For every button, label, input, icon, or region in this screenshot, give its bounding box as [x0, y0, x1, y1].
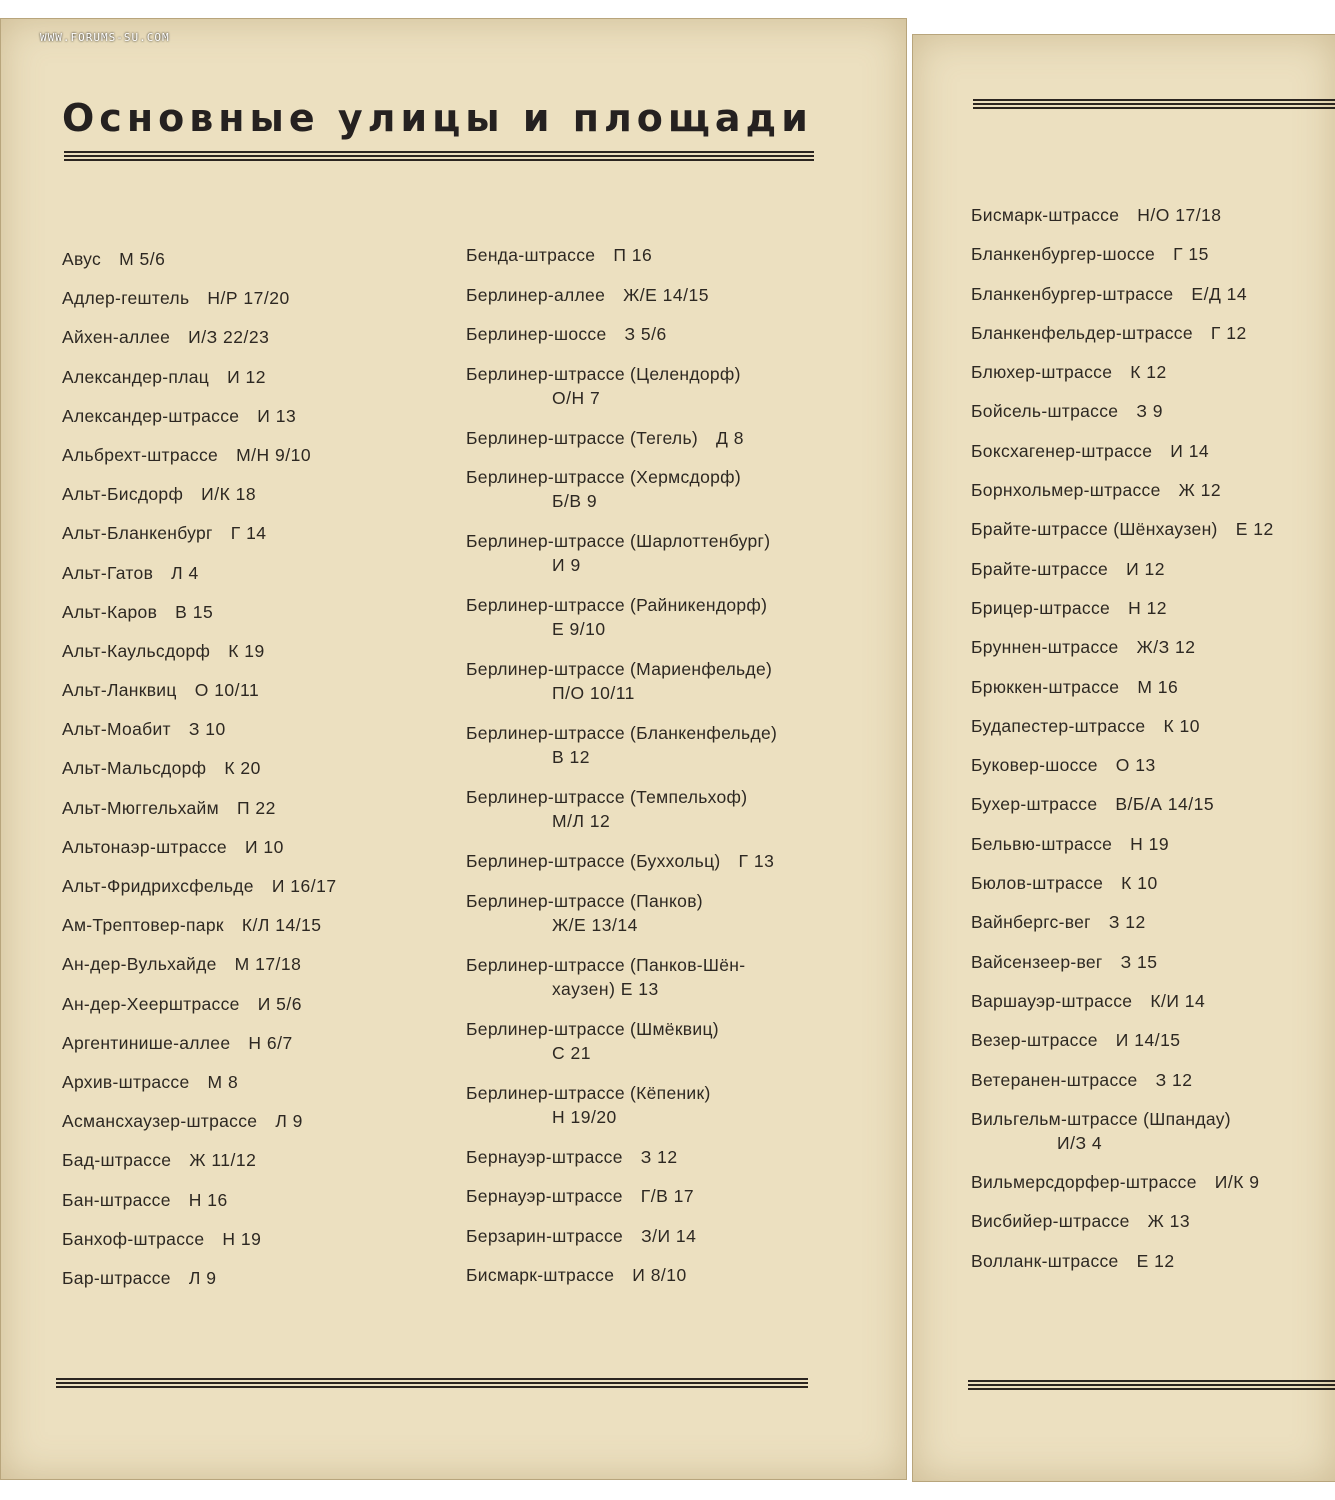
map-grid-ref: М 8 [207, 1071, 239, 1092]
street-entry [971, 596, 1274, 620]
street-entry [62, 286, 337, 310]
street-entry [466, 785, 777, 833]
street-entry [466, 283, 777, 307]
map-grid-ref: П/О 10/11 [552, 683, 635, 703]
map-grid-ref: Л 4 [171, 562, 199, 583]
street-entry [971, 1170, 1274, 1194]
street-name: Ан-дер-Вульхайде [62, 954, 217, 975]
street-entry [62, 365, 337, 389]
street-name: Берлинер-штрассе (Панков) [466, 890, 703, 911]
street-name: Будапестер-штрассе [971, 715, 1146, 736]
street-name: Берлинер-штрассе (Хермсдорф) [466, 467, 741, 487]
map-grid-ref: М/Н 9/10 [236, 444, 312, 465]
street-entry [62, 521, 337, 545]
map-grid-ref: Г 15 [1173, 244, 1209, 265]
map-grid-ref: И/К 9 [1214, 1172, 1260, 1193]
map-grid-ref: Ж/З 12 [1136, 637, 1196, 658]
map-grid-ref: Е/Д 14 [1191, 283, 1248, 304]
street-name: Альтонаэр-штрассе [62, 836, 227, 857]
map-grid-ref: Е 12 [1136, 1250, 1175, 1271]
street-entry [971, 1209, 1274, 1233]
street-entry [62, 1109, 337, 1133]
map-grid-ref: З/И 14 [641, 1225, 697, 1246]
street-name: Альт-Фридрихсфельде [62, 876, 254, 896]
street-name: Альт-Бисдорф [62, 484, 184, 505]
map-grid-ref: К/И 14 [1150, 990, 1206, 1011]
street-name: Берлинер-штрассе (Тегель) [466, 427, 698, 448]
street-entry [466, 322, 777, 346]
street-entry [971, 517, 1274, 541]
map-grid-ref: И 13 [257, 405, 297, 426]
street-list-right [971, 203, 1274, 1288]
street-entry [466, 953, 777, 1001]
street-entry [466, 362, 777, 410]
street-entry [62, 561, 337, 585]
street-entry [971, 360, 1274, 384]
map-grid-ref: Б/В 9 [552, 491, 598, 511]
map-grid-ref: Ж/Е 13/14 [552, 914, 638, 935]
street-entry [466, 657, 777, 705]
street-name: Асмансхаузер-штрассе [62, 1111, 258, 1132]
map-grid-ref: И/З 4 [1057, 1132, 1103, 1153]
street-name: Берлинер-шоссе [466, 324, 607, 344]
street-entry [971, 792, 1274, 816]
street-entry [466, 1017, 777, 1065]
street-entry [62, 1227, 337, 1251]
map-grid-ref: Н 19/20 [552, 1106, 617, 1127]
map-grid-ref: Н 19 [222, 1228, 262, 1249]
map-grid-ref: Н/Р 17/20 [207, 288, 290, 309]
street-entry [971, 714, 1274, 738]
street-entry [62, 404, 337, 428]
street-name: Бланкенбургер-шоссе [971, 244, 1156, 265]
street-name: Альт-Ланквиц [62, 680, 177, 701]
street-entry [971, 675, 1274, 699]
map-grid-ref: Д 8 [715, 427, 744, 448]
street-entry [971, 557, 1274, 581]
map-grid-ref: З 10 [188, 719, 226, 740]
map-grid-ref: Н 16 [188, 1189, 228, 1210]
street-entry [62, 952, 337, 976]
street-name: Ан-дер-Хеерштрассе [62, 993, 240, 1014]
street-name: Бланкенбургер-штрассе [971, 283, 1174, 304]
map-grid-ref: И 8/10 [632, 1265, 687, 1285]
map-grid-ref: И 5/6 [257, 993, 302, 1014]
street-entry [971, 871, 1274, 895]
map-grid-ref: З 15 [1120, 951, 1158, 972]
street-name: Альт-Бланкенбург [62, 523, 213, 544]
map-grid-ref: М 17/18 [234, 954, 302, 975]
street-entry [466, 593, 777, 641]
street-name: Альт-Мальсдорф [62, 758, 207, 779]
street-entry [466, 721, 777, 769]
map-grid-ref: Г/В 17 [640, 1186, 695, 1206]
street-name: Брюккен-штрассе [971, 676, 1120, 697]
map-grid-ref: Г 13 [738, 851, 775, 871]
street-entry [62, 1031, 337, 1055]
street-entry [62, 325, 337, 349]
street-entry [466, 1224, 777, 1248]
street-entry [971, 321, 1274, 345]
street-entry [971, 399, 1274, 423]
map-grid-ref: И 14 [1170, 440, 1210, 461]
map-grid-ref: К 20 [224, 758, 261, 779]
street-entry [62, 443, 337, 467]
street-name: Альт-Каров [62, 601, 158, 622]
street-name: Волланк-штрассе [971, 1250, 1119, 1271]
street-entry [62, 835, 337, 859]
street-entry [62, 247, 337, 271]
street-name: Бад-штрассе [62, 1150, 172, 1171]
street-entry [971, 1107, 1274, 1155]
street-name: Варшауэр-штрассе [971, 990, 1133, 1011]
street-name: Бисмарк-штрассе [971, 205, 1120, 225]
map-grid-ref: К 10 [1163, 715, 1200, 736]
street-name: Берлинер-штрассе (Панков-Шён- [466, 954, 746, 975]
title-underline [64, 151, 814, 162]
street-name: Брицер-штрассе [971, 597, 1111, 618]
street-name: Берлинер-штрассе (Буххольц) [466, 851, 721, 871]
street-entry [466, 1145, 777, 1169]
street-entry [971, 242, 1274, 266]
map-grid-ref: М 5/6 [119, 249, 166, 269]
street-name: Бар-штрассе [62, 1267, 171, 1288]
map-grid-ref: Ж 12 [1178, 480, 1222, 501]
map-grid-ref: В 15 [175, 601, 214, 622]
map-grid-ref: З 9 [1136, 401, 1163, 422]
street-name: Берлинер-штрассе (Целендорф) [466, 363, 741, 384]
street-name: Бисмарк-штрассе [466, 1265, 615, 1285]
street-entry [62, 600, 337, 624]
street-entry [971, 282, 1274, 306]
map-grid-ref: М 16 [1137, 676, 1179, 697]
street-name: Берлинер-штрассе (Темпельхоф) [466, 787, 748, 807]
street-name: Ам-Трептовер-парк [62, 915, 224, 936]
street-entry [62, 1266, 337, 1290]
right-top-rule [973, 99, 1335, 110]
map-grid-ref: И/З 22/23 [188, 327, 270, 348]
street-entry [466, 889, 777, 937]
map-grid-ref: О 10/11 [194, 680, 260, 701]
map-grid-ref: П 22 [236, 797, 276, 818]
street-name: Альт-Гатов [62, 562, 154, 583]
map-grid-ref: Г 12 [1210, 322, 1247, 343]
street-entry [971, 1068, 1274, 1092]
street-name: Бруннен-штрассе [971, 637, 1119, 658]
map-grid-ref: О/Н 7 [552, 387, 601, 408]
map-grid-ref: И 10 [244, 836, 284, 857]
map-grid-ref: И 16/17 [271, 876, 337, 896]
street-entry [62, 678, 337, 702]
watermark: WWW.FORUMS-SU.COM [40, 31, 170, 44]
street-name: Альбрехт-штрассе [62, 444, 219, 465]
street-name: Александер-плац [62, 366, 210, 387]
map-grid-ref: Н 6/7 [248, 1032, 293, 1053]
page-title: Основные улицы и площади [62, 96, 813, 140]
street-entry [62, 874, 337, 898]
street-name: Буковер-шоссе [971, 755, 1098, 776]
map-grid-ref: К 12 [1130, 362, 1167, 383]
map-grid-ref: Н/О 17/18 [1137, 205, 1222, 225]
street-name: Бюлов-штрассе [971, 873, 1104, 894]
street-list-left [62, 247, 337, 1305]
left-bottom-rule [56, 1378, 808, 1389]
street-name: Аргентинише-аллее [62, 1032, 231, 1053]
map-grid-ref: И/К 18 [201, 484, 257, 505]
street-entry [466, 1081, 777, 1129]
street-entry [466, 1263, 777, 1287]
street-entry [971, 1249, 1274, 1273]
street-name: Висбийер-штрассе [971, 1211, 1130, 1232]
map-grid-ref: хаузен) Е 13 [552, 978, 659, 999]
street-entry [62, 639, 337, 663]
map-grid-ref: Л 9 [188, 1267, 217, 1288]
map-grid-ref: М/Л 12 [552, 811, 611, 831]
street-entry [466, 1184, 777, 1208]
street-name: Берлинер-штрассе (Райникендорф) [466, 595, 768, 615]
street-name: Бухер-штрассе [971, 794, 1098, 815]
street-name: Берлинер-штрассе (Бланкенфельде) [466, 723, 778, 743]
map-grid-ref: Г 14 [230, 523, 267, 544]
street-entry [466, 849, 777, 873]
map-grid-ref: Ж 11/12 [189, 1150, 257, 1171]
street-entry [62, 1070, 337, 1094]
map-grid-ref: Н 12 [1128, 597, 1168, 618]
street-entry [62, 756, 337, 780]
street-name: Вильмерсдорфер-штрассе [971, 1172, 1197, 1193]
street-name: Берлинер-штрассе (Кёпеник) [466, 1082, 711, 1103]
street-name: Бойсель-штрассе [971, 401, 1119, 422]
street-name: Архив-штрассе [62, 1071, 190, 1092]
map-grid-ref: И 14/15 [1115, 1030, 1181, 1051]
street-name: Банхоф-штрассе [62, 1228, 205, 1249]
street-name: Берлинер-штрассе (Шмёквиц) [466, 1018, 719, 1039]
street-name: Бан-штрассе [62, 1189, 171, 1210]
street-name: Адлер-гештель [62, 288, 190, 309]
map-grid-ref: Ж 13 [1147, 1211, 1191, 1232]
street-name: Авус [62, 249, 102, 269]
street-name: Вайсензеер-вег [971, 951, 1103, 972]
street-entry [466, 243, 777, 267]
street-name: Бернауэр-штрассе [466, 1186, 623, 1206]
street-entry [466, 426, 777, 450]
street-name: Боксхагенер-штрассе [971, 440, 1153, 461]
street-entry [466, 465, 777, 513]
street-entry [971, 989, 1274, 1013]
map-grid-ref: Е 12 [1235, 519, 1274, 540]
street-entry [62, 482, 337, 506]
street-name: Везер-штрассе [971, 1030, 1098, 1051]
street-name: Берлинер-штрассе (Шарлоттенбург) [466, 531, 771, 551]
street-entry [62, 1148, 337, 1172]
street-name: Альт-Каульсдорф [62, 640, 211, 661]
street-name: Бельвю-штрассе [971, 833, 1113, 854]
street-name: Берлинер-штрассе (Мариенфельде) [466, 659, 773, 679]
street-entry [971, 439, 1274, 463]
street-entry [971, 753, 1274, 777]
map-grid-ref: Е 9/10 [552, 619, 606, 639]
map-grid-ref: И 12 [1126, 558, 1165, 579]
street-name: Альт-Мюггельхайм [62, 797, 219, 818]
street-entry [466, 529, 777, 577]
map-grid-ref: О 13 [1115, 755, 1156, 776]
street-entry [971, 203, 1274, 227]
street-entry [971, 478, 1274, 502]
street-entry [62, 796, 337, 820]
map-grid-ref: К 10 [1121, 873, 1158, 894]
street-entry [971, 635, 1274, 659]
street-entry [62, 717, 337, 741]
map-grid-ref: И 12 [227, 366, 266, 387]
street-name: Берлинер-аллее [466, 284, 606, 305]
street-name: Блюхер-штрассе [971, 362, 1113, 383]
street-name: Вайнбергс-вег [971, 912, 1091, 933]
street-name: Берзарин-штрассе [466, 1225, 624, 1246]
street-name: Альт-Моабит [62, 719, 171, 740]
street-name: Бланкенфельдер-штрассе [971, 322, 1193, 343]
map-grid-ref: С 21 [552, 1042, 591, 1063]
street-name: Борнхольмер-штрассе [971, 480, 1161, 501]
map-grid-ref: К 19 [228, 640, 265, 661]
map-grid-ref: З 12 [640, 1146, 678, 1167]
street-name: Айхен-аллее [62, 327, 171, 348]
map-grid-ref: П 16 [613, 245, 653, 265]
map-grid-ref: Н 19 [1130, 833, 1170, 854]
map-grid-ref: И 9 [552, 555, 581, 575]
map-grid-ref: З 5/6 [624, 324, 667, 344]
map-grid-ref: В/Б/А 14/15 [1115, 794, 1215, 815]
street-entry [971, 910, 1274, 934]
street-entry [62, 992, 337, 1016]
map-grid-ref: З 12 [1155, 1069, 1193, 1090]
street-name: Брайте-штрассе (Шёнхаузен) [971, 519, 1218, 540]
map-grid-ref: З 12 [1108, 912, 1146, 933]
map-grid-ref: Л 9 [275, 1111, 303, 1132]
street-name: Ветеранен-штрассе [971, 1069, 1138, 1090]
street-entry [62, 1188, 337, 1212]
street-entry [971, 950, 1274, 974]
street-entry [971, 1028, 1274, 1052]
street-entry [971, 832, 1274, 856]
street-list-middle [466, 243, 777, 1303]
street-name: Бенда-штрассе [466, 245, 596, 265]
street-name: Брайте-штрассе [971, 558, 1109, 579]
street-name: Бернауэр-штрассе [466, 1146, 623, 1167]
right-bottom-rule [968, 1380, 1335, 1391]
street-name: Вильгельм-штрассе (Шпандау) [971, 1108, 1231, 1129]
map-grid-ref: К/Л 14/15 [241, 915, 322, 936]
street-name: Александер-штрассе [62, 405, 240, 426]
map-grid-ref: В 12 [552, 747, 590, 767]
map-grid-ref: Ж/Е 14/15 [623, 284, 709, 305]
street-entry [62, 913, 337, 937]
